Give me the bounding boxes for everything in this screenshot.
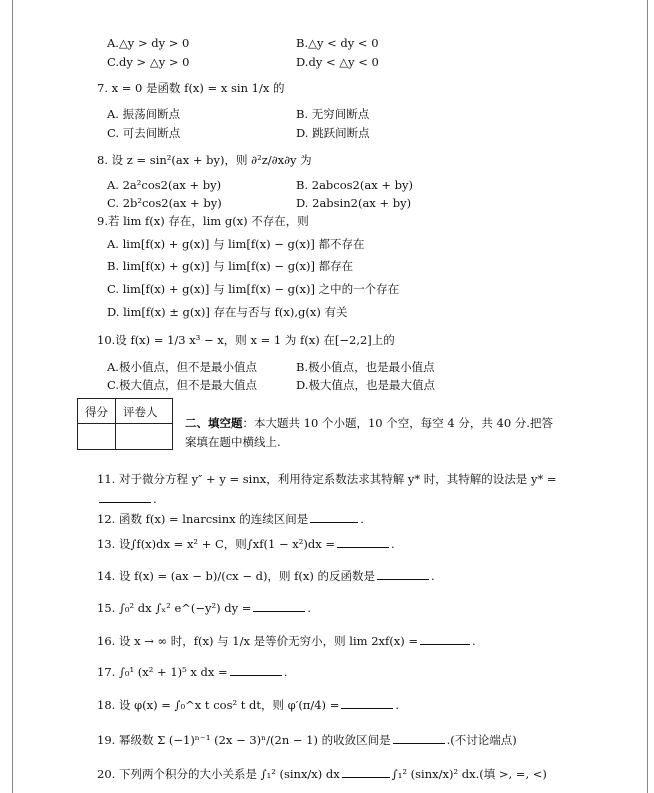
q8-option-c: C. 2b²cos2(ax + by) <box>107 196 222 210</box>
q9-option-b: B. lim[f(x) + g(x)] 与 lim[f(x) − g(x)] 都存在 <box>107 259 354 273</box>
q13-stem: 13. 设∫f(x)dx = x² + C，则∫xf(1 − x²)dx = <box>97 537 335 551</box>
q10-option-d: D.极大值点，也是最大值点 <box>296 378 435 392</box>
q6-option-b: B.△y < dy < 0 <box>296 36 379 50</box>
q15-stem: 15. ∫₀² dx ∫ₓ² e^(−y²) dy = <box>97 601 252 615</box>
q12-stem: 12. 函数 f(x) = lnarcsinx 的连续区间是 <box>97 512 309 526</box>
q9-option-a: A. lim[f(x) + g(x)] 与 lim[f(x) − g(x)] 都不存在 <box>107 237 365 251</box>
q7-option-d: D. 跳跃间断点 <box>296 126 370 140</box>
q11-answer-line: . <box>97 490 157 506</box>
q10-option-c: C.极大值点，但不是最大值点 <box>107 378 258 392</box>
q16-line: 16. 设 x → ∞ 时，f(x) 与 1/x 是等价无穷小，则 lim 2xf(x) = . <box>97 634 476 648</box>
q11-stem: 11. 对于微分方程 y″ + y = sinx，利用待定系数法求其特解 y* 时，其特解的设法是 y* = <box>97 472 557 486</box>
q7-option-c: C. 可去间断点 <box>107 126 181 140</box>
section2-title: 二、填空题 <box>185 416 243 430</box>
q10-stem: 10.设 f(x) = 1/3 x³ − x，则 x = 1 为 f(x) 在[−2,2]上的 <box>97 333 395 347</box>
q20-stem: 20. 下列两个积分的大小关系是 ∫₁² (sinx/x) dx <box>97 767 340 781</box>
section2-desc2: 案填在题中横线上. <box>185 435 281 449</box>
q16-stem: 16. 设 x → ∞ 时，f(x) 与 1/x 是等价无穷小，则 lim 2xf(x) = <box>97 634 419 648</box>
q14-stem: 14. 设 f(x) = (ax − b)/(cx − d)，则 f(x) 的反函数是 <box>97 569 375 583</box>
q19-blank[interactable] <box>393 731 445 744</box>
q15-blank[interactable] <box>253 599 305 612</box>
q12-blank[interactable] <box>310 510 358 523</box>
q13-blank[interactable] <box>337 535 389 548</box>
q9-option-d: D. lim[f(x) ± g(x)] 存在与否与 f(x),g(x) 有关 <box>107 305 348 319</box>
q14-blank[interactable] <box>377 567 429 580</box>
q16-blank[interactable] <box>420 632 470 645</box>
q14-line: 14. 设 f(x) = (ax − b)/(cx − d)，则 f(x) 的反函数是 . <box>97 569 435 583</box>
q19-line: 19. 幂级数 Σ (−1)ⁿ⁻¹ (2x − 3)ⁿ/(2n − 1) 的收敛区间是 .(不讨论端点) <box>97 733 517 747</box>
q7-stem: 7. x = 0 是函数 f(x) = x sin 1/x 的 <box>97 81 285 95</box>
q20-blank[interactable] <box>342 765 390 778</box>
q6-option-d: D.dy < △y < 0 <box>296 55 379 69</box>
q18-line: 18. 设 φ(x) = ∫₀^x t cos² t dt，则 φ′(π/4) = . <box>97 698 399 712</box>
score-label: 得分 <box>85 405 108 419</box>
q10-option-a: A.极小值点，但不是最小值点 <box>107 360 257 374</box>
q8-option-d: D. 2absin2(ax + by) <box>296 196 412 210</box>
q7-option-a: A. 振荡间断点 <box>107 107 181 121</box>
score-box-row-divider <box>78 423 172 424</box>
q6-option-a: A.△y > dy > 0 <box>107 36 190 50</box>
q20-line: 20. 下列两个积分的大小关系是 ∫₁² (sinx/x) dx ∫₁² (sinx/x)² dx.(填 >, =, <) <box>97 767 547 781</box>
q9-option-c: C. lim[f(x) + g(x)] 与 lim[f(x) − g(x)] 之中的一个存在 <box>107 282 400 296</box>
q17-line: 17. ∫₀¹ (x² + 1)⁵ x dx = . <box>97 665 288 679</box>
q13-line: 13. 设∫f(x)dx = x² + C，则∫xf(1 − x²)dx = . <box>97 537 395 551</box>
q11-blank[interactable] <box>99 490 151 503</box>
score-box <box>77 398 173 450</box>
q8-option-b: B. 2abcos2(ax + by) <box>296 178 413 192</box>
q17-blank[interactable] <box>230 663 282 676</box>
q18-stem: 18. 设 φ(x) = ∫₀^x t cos² t dt，则 φ′(π/4) = <box>97 698 340 712</box>
q17-stem: 17. ∫₀¹ (x² + 1)⁵ x dx = <box>97 665 228 679</box>
section2-desc: ：本大题共 10 个小题，10 个空，每空 4 分，共 40 分.把答 <box>242 416 553 430</box>
score-box-divider <box>115 399 116 449</box>
q18-blank[interactable] <box>341 696 393 709</box>
q12-line: 12. 函数 f(x) = lnarcsinx 的连续区间是 . <box>97 512 364 526</box>
q10-option-b: B.极小值点，也是最小值点 <box>296 360 435 374</box>
q7-option-b: B. 无穷间断点 <box>296 107 370 121</box>
q8-option-a: A. 2a²cos2(ax + by) <box>107 178 222 192</box>
q6-option-c: C.dy > △y > 0 <box>107 55 190 69</box>
grader-label: 评卷人 <box>123 405 158 419</box>
q9-stem: 9.若 lim f(x) 存在，lim g(x) 不存在，则 <box>97 214 309 228</box>
q19-stem: 19. 幂级数 Σ (−1)ⁿ⁻¹ (2x − 3)ⁿ/(2n − 1) 的收敛区间是 <box>97 733 391 747</box>
q15-line: 15. ∫₀² dx ∫ₓ² e^(−y²) dy = . <box>97 601 312 615</box>
q8-stem: 8. 设 z = sin²(ax + by)，则 ∂²z/∂x∂y 为 <box>97 153 312 167</box>
section2-line1 <box>185 416 553 430</box>
